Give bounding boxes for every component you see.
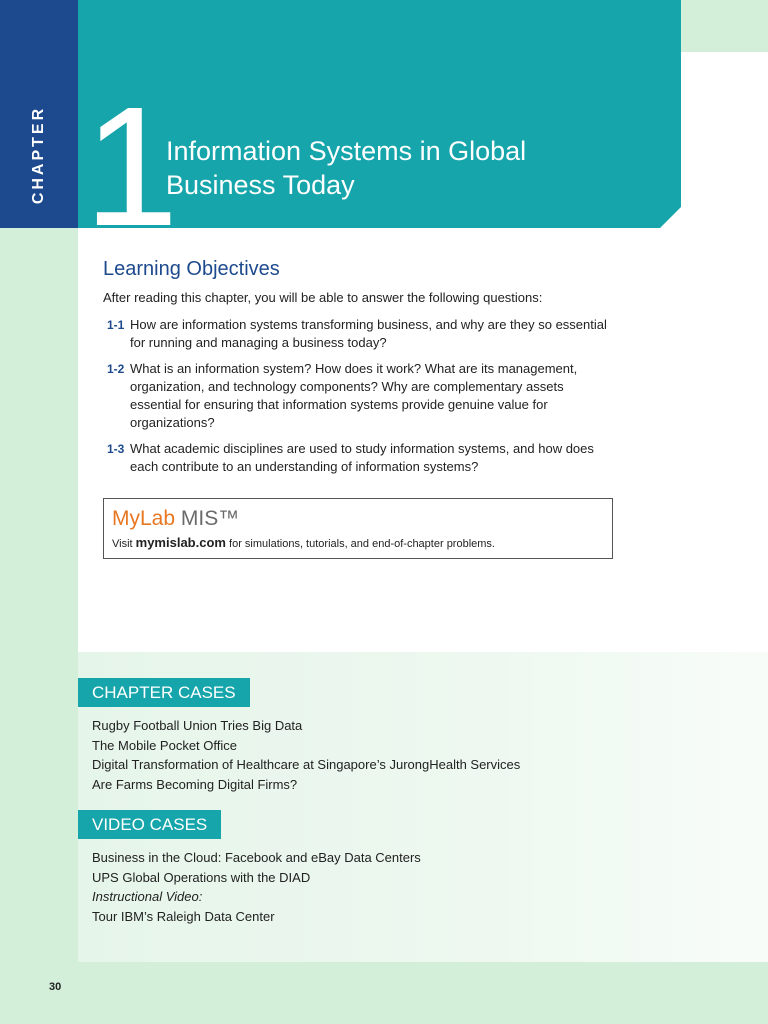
objective-text: What academic disciplines are used to study information systems, and how does each contribute to an understanding of information systems?: [130, 441, 594, 474]
chapter-cases-heading: CHAPTER CASES: [78, 678, 250, 707]
video-cases-heading: VIDEO CASES: [78, 810, 221, 839]
mylab-text: [112, 535, 604, 550]
list-item: Rugby Football Union Tries Big Data: [92, 718, 303, 733]
learning-objectives-intro: After reading this chapter, you will be able to answer the following questions:: [103, 290, 543, 305]
chapter-title: [166, 134, 646, 202]
objective-text: How are information systems transforming business, and why are they so essential for running and managing a business today?: [130, 317, 607, 350]
mylab-box: [103, 498, 613, 559]
objective-number: 1-3: [107, 442, 125, 456]
objective-number: 1-2: [107, 362, 125, 376]
list-item: Business in the Cloud: Facebook and eBay Data Centers: [92, 850, 421, 865]
mylab-logo-my: MyLab: [112, 507, 176, 530]
mylab-logo-mis: MIS™: [175, 507, 240, 530]
objective-number: 1-1: [107, 318, 125, 332]
list-item: UPS Global Operations with the DIAD: [92, 869, 311, 885]
list-item: The Mobile Pocket Office: [92, 737, 237, 753]
mylab-logo: [112, 507, 604, 531]
page-number: 30: [49, 981, 62, 993]
top-right-strip: [680, 0, 768, 52]
objective-text: What is an information system? How does it work? What are its management, organization, and technology components? Why are complementary assets essential for ensuring that information systems provide genuine value for organizations?: [130, 361, 578, 430]
mylab-link[interactable]: mymislab.com: [135, 535, 226, 550]
objective-item: [103, 360, 613, 432]
objective-item: [103, 440, 613, 476]
objectives-list: [103, 316, 613, 484]
chapter-title-line2: Business Today: [166, 170, 355, 200]
instructional-video-label: Instructional Video:: [92, 889, 203, 904]
mylab-rest: for simulations, tutorials, and end-of-chapter problems.: [225, 538, 495, 550]
list-item: Are Farms Becoming Digital Firms?: [92, 776, 298, 792]
mylab-visit: Visit: [112, 538, 136, 550]
learning-objectives-heading: Learning Objectives: [103, 258, 280, 280]
list-item: Digital Transformation of Healthcare at Singapore’s JurongHealth Services: [92, 757, 521, 772]
chapter-cases-list: [92, 716, 520, 794]
chapter-label: CHAPTER: [30, 105, 47, 205]
chapter-number: 1: [84, 72, 179, 262]
chapter-tab: [0, 0, 78, 228]
video-cases-list: [92, 848, 421, 926]
chapter-title-line1: Information Systems in Global: [166, 136, 527, 166]
list-item: Tour IBM’s Raleigh Data Center: [92, 908, 275, 924]
objective-item: [103, 316, 613, 352]
